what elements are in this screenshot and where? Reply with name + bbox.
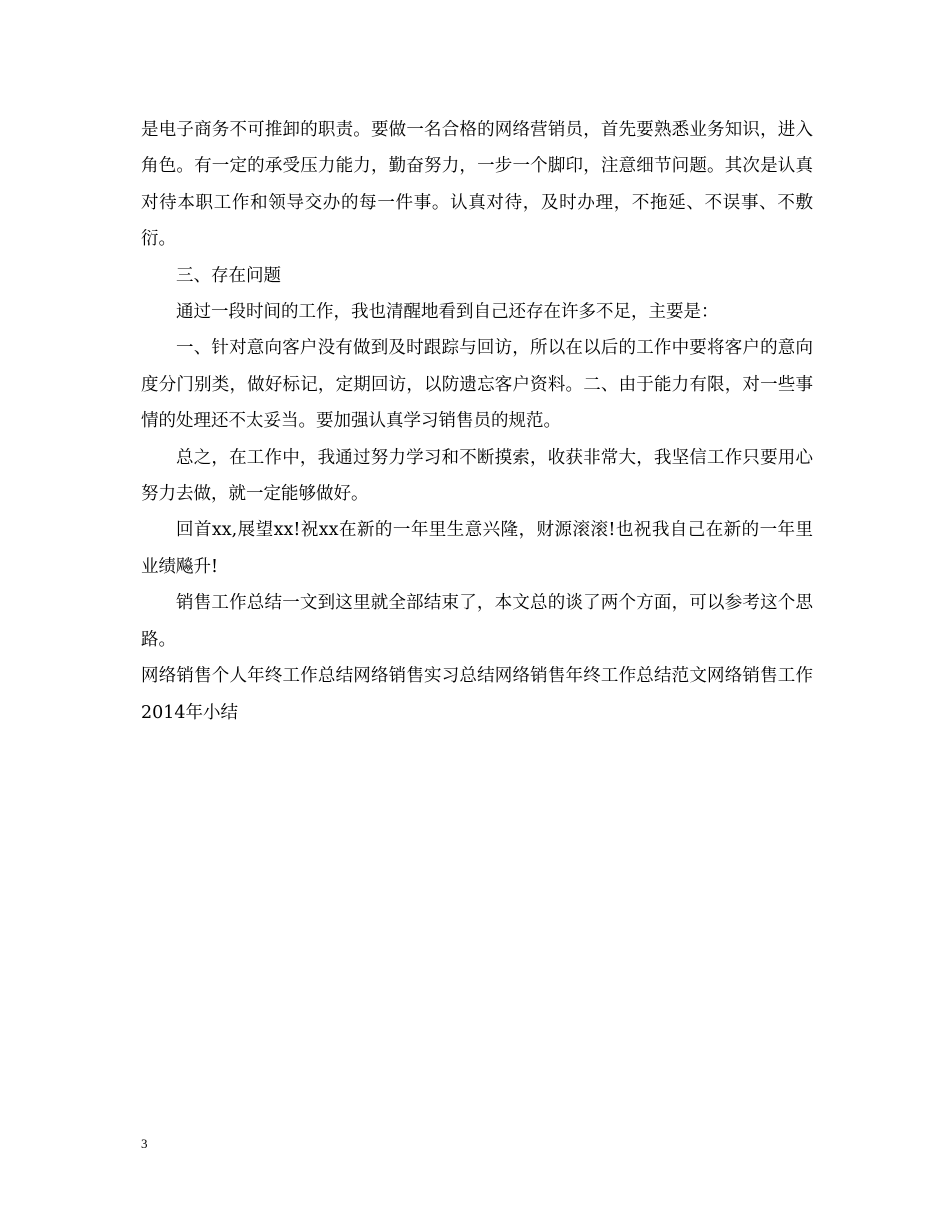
page-number: 3: [141, 1136, 148, 1151]
paragraph-closing-note: 销售工作总结一文到这里就全部结束了，本文总的谈了两个方面，可以参考这个思路。: [141, 593, 813, 650]
document-body: [141, 112, 813, 731]
paragraph-shortcomings-list: 一、针对意向客户没有做到及时跟踪与回访，所以在以后的工作中要将客户的意向度分门别类，做好标记，定期回访，以防遗忘客户资料。二、由于能力有限，对一些事情的处理还不太妥当。要加强认真学习销售员的规范。: [141, 338, 813, 432]
related-articles: 网络销售个人年终工作总结网络销售实习总结网络销售年终工作总结范文网络销售工作2014年小结: [141, 666, 813, 723]
paragraph-shortcomings-intro: 通过一段时间的工作，我也清醒地看到自己还存在许多不足，主要是：: [176, 302, 719, 323]
paragraph-wishes: 回首xx,展望xx!祝xx在新的一年里生意兴隆，财源滚滚!也祝我自己在新的一年里业绩飚升!: [141, 520, 813, 577]
paragraph-conclusion: 总之，在工作中，我通过努力学习和不断摸索，收获非常大，我坚信工作只要用心努力去做，就一定能够做好。: [141, 447, 813, 505]
paragraph-duties: 是电子商务不可推卸的职责。要做一名合格的网络营销员，首先要熟悉业务知识，进入角色。有一定的承受压力能力，勤奋努力，一步一个脚印，注意细节问题。其次是认真对待本职工作和领导交办的每一件事。认真对待，及时办理，不拖延、不误事、不敷衍。: [141, 120, 813, 250]
section-heading-problems: 三、存在问题: [176, 265, 281, 286]
